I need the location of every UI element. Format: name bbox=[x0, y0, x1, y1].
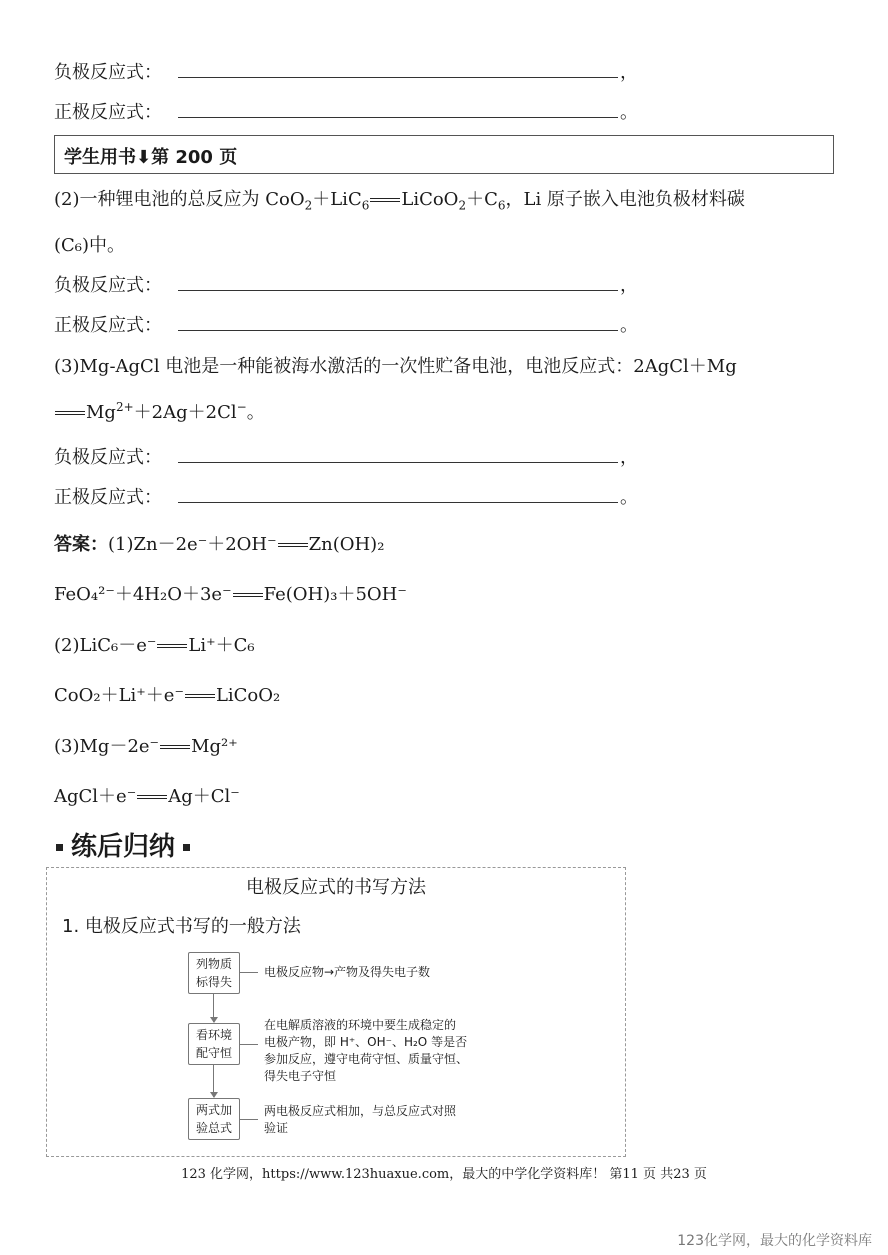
q3-neg-label: 负极反应式： bbox=[54, 447, 162, 468]
q3-statement: (3)Mg-AgCl 电池是一种能被海水激活的一次性贮备电池，电池反应式：2AgCl＋Mg bbox=[54, 356, 737, 377]
q3-pos-blank[interactable] bbox=[178, 502, 618, 503]
q2-neg-end: ， bbox=[620, 275, 638, 296]
watermark: 123化学网，最大的化学资料库 bbox=[677, 1233, 872, 1249]
step-3-box: 两式加 验总式 bbox=[188, 1098, 240, 1140]
q1-neg-end: ， bbox=[620, 62, 638, 83]
q2-statement-line2: (C₆)中。 bbox=[54, 235, 126, 256]
q2-pos-blank[interactable] bbox=[178, 330, 618, 331]
step-3-desc: 两电极反应式相加，与总反应式对照 验证 bbox=[264, 1104, 457, 1135]
answer-1: 答案：(1)Zn－2e⁻＋2OH⁻ Zn(OH)₂ bbox=[54, 534, 385, 555]
q2-neg-label: 负极反应式： bbox=[54, 275, 162, 296]
book-ref: 学生用书⬇第 200 页 bbox=[64, 147, 238, 168]
q1-neg-label: 负极反应式： bbox=[54, 62, 162, 83]
q1-pos-end: 。 bbox=[620, 102, 638, 123]
q3-statement-line2: $Mg^{2+}+2Ag+2Cl^-$。 bbox=[54, 398, 265, 424]
q1-neg-blank[interactable] bbox=[178, 77, 618, 78]
step-1-box: 列物质 标得失 bbox=[188, 952, 240, 994]
q2-pos-label: 正极反应式： bbox=[54, 315, 162, 336]
answer-6: AgCl＋e⁻ Ag＋Cl⁻ bbox=[54, 786, 240, 807]
q1-pos-label: 正极反应式： bbox=[54, 102, 162, 123]
summary-heading: 练后归纳 bbox=[48, 826, 198, 863]
answer-2: FeO₄²⁻＋4H₂O＋3e⁻ Fe(OH)₃＋5OH⁻ bbox=[54, 584, 407, 605]
step-2-connector bbox=[240, 1044, 258, 1045]
q1-pos-blank[interactable] bbox=[178, 117, 618, 118]
step-1-desc: 电极反应物→产物及得失电子数 bbox=[264, 965, 431, 979]
q3-pos-label: 正极反应式： bbox=[54, 487, 162, 508]
answer-5: (3)Mg－2e⁻ Mg²⁺ bbox=[54, 736, 238, 757]
down-arrow-icon bbox=[213, 1065, 214, 1097]
summary-subtitle: 1. 电极反应式书写的一般方法 bbox=[62, 916, 301, 937]
step-1-connector bbox=[240, 972, 258, 973]
step-2-box: 看环境 配守恒 bbox=[188, 1023, 240, 1065]
q3-neg-blank[interactable] bbox=[178, 462, 618, 463]
answer-3: (2)LiC₆－e⁻ Li⁺＋C₆ bbox=[54, 635, 255, 656]
book-ref-box bbox=[54, 135, 834, 174]
down-arrow-icon bbox=[213, 994, 214, 1022]
answer-label: 答案： bbox=[54, 534, 108, 555]
q3-neg-end: ， bbox=[620, 447, 638, 468]
step-3-connector bbox=[240, 1119, 258, 1120]
square-bullet-icon bbox=[183, 844, 190, 851]
page-footer: 123 化学网，https://www.123huaxue.com，最大的中学化学资料库！ 第11 页 共23 页 bbox=[181, 1167, 707, 1182]
summary-box-title: 电极反应式的书写方法 bbox=[246, 877, 426, 898]
answer-4: CoO₂＋Li⁺＋e⁻ LiCoO₂ bbox=[54, 685, 281, 706]
q2-pos-end: 。 bbox=[620, 315, 638, 336]
q2-neg-blank[interactable] bbox=[178, 290, 618, 291]
square-bullet-icon bbox=[56, 844, 63, 851]
step-2-desc: 在电解质溶液的环境中要生成稳定的 电极产物，即 H⁺、OH⁻、H₂O 等是否 参加反应，遵守电荷守恒、质量守恒、 得失电子守恒 bbox=[264, 1018, 469, 1083]
q3-pos-end: 。 bbox=[620, 487, 638, 508]
q2-statement: (2)一种锂电池的总反应为 CoO$_2$＋LiC$_6$ $LiCoO_2+C_6$，Li 原子嵌入电池负极材料碳 bbox=[54, 189, 745, 213]
